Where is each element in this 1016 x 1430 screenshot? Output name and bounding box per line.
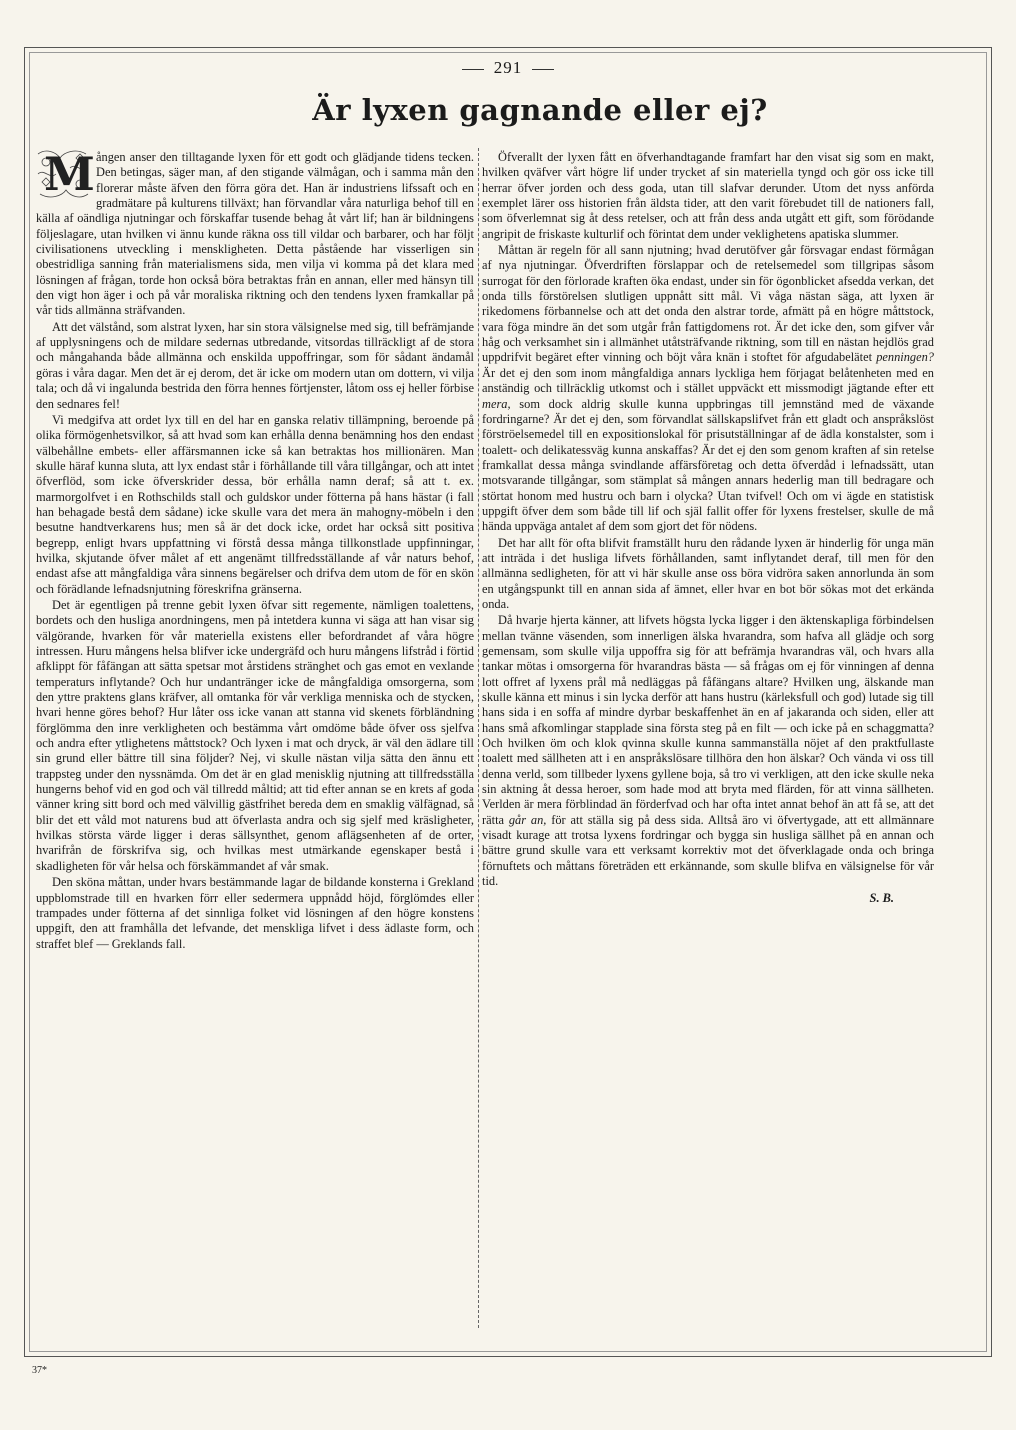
paragraph-6: Öfverallt der lyxen fått en öfverhandtagande framfart har den visat sig som en makt, hvilken qväfver vårt högre lif under trycket af sin materiella tyngd och gör oss icke till herrar öfver jorden och dess goda, utan till slafvar derunder. Utom det nyss anförda exemplet lärer oss historien från äldsta tider, att den varit förebudet till de nationers fall, som öfverlemnat sig åt dess retelser, och att från dess anda utgått ett gift, som förödande angripit de friskaste kulturlif och förintat dem under veklighetens apatiska slummer.: [482, 150, 934, 241]
page-number-dash-left: [462, 69, 484, 70]
paragraph-9: [482, 613, 934, 889]
paragraph-1: [36, 147, 474, 319]
paragraph-5: Den sköna måttan, under hvars bestämmande lagar de bildande konsterna i Grekland uppblomstrade till en hvarken förr eller sedermera uppnådd höjd, förglömdes eller trampades under fötterna af det sinnliga folket vid lösningen af den högre konstens uppgift, den att framhålla det lefvande, det menskliga lifvet i dess ädlaste form, och straffet blef — Greklands fall.: [36, 875, 474, 951]
page-number-dash-right: [532, 69, 554, 70]
emphasis-mera: mera,: [482, 396, 511, 411]
paragraph-9-text-b: för att ställa sig på dess sida. Alltså äro vi öfvertygade, att ett allmännare visadt kurage att trotsa lyxens fordringar och bygga sin husliga sällhet på en annan och bättre grund skulle vara ett verksamt korrektiv mot det öfverklagade onda och bringa förnuftets och måttans företräden ett erkännande, som skulle blifva en välsignelse för vår tid.: [482, 812, 934, 889]
author-signature: S. B.: [869, 890, 894, 905]
paragraph-7-text-b: Är det ej den som inom mångfaldiga annars lyckliga hem förjagat belåtenheten med en anständig och tillräcklig utkomst och i stället uppväckt ett missmodigt jägtande efter ett: [482, 365, 934, 396]
emphasis-penningen: penningen?: [876, 350, 934, 365]
paragraph-3: Vi medgifva att ordet lyx till en del har en ganska relativ tillämpning, beroende på olika förmögenhetsvilkor, så att hvad som kan erhålla denna benämning hos den endast välbehållne embets- eller affärsmannen icke så kan betraktas hos millionären. Man skulle häraf kunna sluta, att lyx endast står i förhållande till våra tillgångar, och att intet öfverflöd, som icke öfverskrider dessa, bör erhålla namn deraf; så att t. ex. marmorgolfvet i en Rothschilds stall och guldskor under fötterna på hans hästar (i fall han behagade bestå dem sådane) icke skulle vara det mera än mahogny-möbeln i den besutne handtverkarens hus; men så är det dock icke, ordet har också sitt positiva begrepp, enligt hvars uppfattning vi förstå dessa många tillkonstlade uppfinningar, hvilka, skjutande öfver målet af ett angenämt tillfredsställande af vår naturs behof, endast afse att mångfaldiga våra sinnens begärelser och drifva dem utom de för en skön och förädlande lefnadsnjutning föreskrifna gränserna.: [36, 412, 474, 596]
article-title: Är lyxen gagnande eller ej?: [312, 93, 768, 127]
emphasis-gar-an: går an,: [508, 812, 547, 827]
left-column: [36, 147, 474, 952]
paragraph-9-text-a: Då hvarje hjerta känner, att lifvets högsta lycka ligger i den äktenskapliga förbindelsen mellan tvänne väsenden, som innerligen älska hvarandra, som hafva all glädje och sorg gemensam, som skulle vilja uppoffra sig för att befrämja hvarandras väl, och hvars alla tankar mötas i omsorgerna för hvarandras bästa — så frågas om ej för vinningen af denna lott offret af lyxens prål må nedläggas på fåfängans altare? Hvilken ung, älskande man skulle känna ett minus i sin lycka derför att hans hustru (kärleksfull och god) lutade sig till hans sida i en soffa af mindre dyrbar beskaffenhet än en af jakaranda och siden, eller att hans små afkomlingar stapplade sina första steg på en filt — och icke på en schaggmatta? Och hvilken öm och klok qvinna skulle kunna sammanställa nöjet af den praktfullaste toalett med sällheten att i en anspråkslösare tillhöra den hon älskar? Och vända vi oss till denna verld, som tillbeder lyxens gyllene boja, så tro vi verkligen, att den icke skulle neka sin aktning åt dessa heroer, som hade mod att bryta med flärden, för att vinna sällheten. Verlden är mera förblindad än förderfvad och har ofta intet annat behof än att få se, att det rätta: [482, 613, 934, 827]
paragraph-7: [482, 243, 934, 535]
page-number-text: 291: [493, 58, 523, 77]
page-number: [0, 58, 1016, 78]
paragraph-7-text-a: Måttan är regeln för all sann njutning; hvad derutöfver går försvagar endast förmågan af nya njutningar. Öfverdriften förslappar och de retelsemedel som tillgripas såsom surrogat för den förlorade kraften öka endast, under sin för ögonblicket afsedda verkan, det onda tills förstörelsen slutligen uppnått sitt mål. Vi våga nästan säga, att lyxen är rikedomens förbannelse och att det onda den alstrar torde, afmätt på en högre måttstock, vara föga mindre än det som utgår från fattigdomens rot. Är det icke den, som gifver vår håg och verksamhet sin i allmänhet utåtsträfvande riktning, som till en nästan hejdlös grad uppdrifvit begäret efter vinning och böjt våra knän i stoftet för afgudabelätet: [482, 243, 934, 365]
paragraph-1-text: ången anser den tilltagande lyxen för ett godt och glädjande tidens tecken. Den betingas, säger man, af den stigande välmågan, och i samma mån den florerar måste äfven den förra göra det. Han är industriens lifssaft och en gradmätare på kulturens tillväxt; han förvandlar våra naturliga behof till en källa af oändliga njutningar och förskaffar tusende behag åt vårt lif; han är bildningens följeslagare, utan hvilken vi ännu kunde räkna oss till vildar och barbarer, och har följt civilisationens utveckling i menskligheten. Detta påstående har visserligen sin obestridliga sanning från materialismens sida, men vilja vi komma på det klara med lösningen af frågan, torde hon också böra betraktas från en annan, eller med hänsyn till den vigt hon äger i och på vår moraliska riktning och den tendens lyxen framkallar på vår tids allmänna sträfvanden.: [36, 150, 474, 318]
right-column: [482, 150, 934, 906]
paragraph-7-text-c: som dock aldrig skulle kunna uppbringas till jemnständ med de växande fordringarne? Är det ej den, som förvandlat sällskapslifvet från ett gladt och anspråkslöst förströelsemedel till en expositionslokal för prisutställningar af de ädla konstalster, som i toalett- och delikatessväg kunna anskaffas? Är det ej den som genom kraften af sin retelse framkallat dessa många svindlande affärsföretag och detta öfverdåd i lefnadssätt, utan motsvarande tillgångar, som stämplat så mången annars hederlig man till bedragare och störtat honom med hustru och barn i olycka? Utan tvifvel! Och om vi ägde en statistisk uppgift öfver dem som både till lif och själ fallit offer för lyxens frestelser, skulle de må hända uppväga antalet af dem som gjort det för nödens.: [482, 396, 934, 534]
dropcap-letter: M: [44, 147, 95, 201]
column-divider: [478, 148, 479, 1328]
paragraph-4: Det är egentligen på trenne gebit lyxen öfvar sitt regemente, nämligen toalettens, bordets och den husliga anordningens, men på intetdera kunna vi säga att han visar sig välgörande, hvarken för vår materiella existens eller befordrandet af våra högre intressen. Huru mångens helsa blifver icke undergräfd och huru mångens lifstråd i förtid afklippt för fåfängan att sätta spetsar mot årstidens stränghet och gas emot en vexlande temperaturs inflytande? Och hur undantränger icke de mångfaldiga omsorgerna, som den yttre praktens glans kräfver, all omtanka för vår verkliga menniska och de stycken, hvari henne göres behof? Hur låter oss icke vanan att stanna vid skenets förbländning förglömma den inre verkligheten och bestämma vårt omdöme både öfver oss sjelfva och andra efter ytlighetens måttstock? Och lyxen i mat och dryck, är väl den ädlare till sin grund eller bättre till sina följder? Nej, vi skulle nästan vilja sätta den ännu ett trappsteg under den nyssnämda. Om det är en glad menisklig njutning att tillfredsställa hungerns behof vid en god och väl tillredd måltid; att tid efter annan se en krets af goda vänner kring sitt bord och med välvillig gästfrihet bereda dem en smaklig välfägnad, så blir det ett våld mot naturens bud att öfverlasta andra och sig sjelf med kräsligheter, hvilkas största värde ligger i deras sällsynthet, genom aflägsenheten af de orter, hvarifrån de förskrifva sig, och hvilkas mest utmärkande egenskaper bestå i skadligheten för vår helsa och förskämmandet af vår smak.: [36, 597, 474, 873]
signature-mark: 37*: [32, 1365, 47, 1376]
paragraph-8: Det har allt för ofta blifvit framställt huru den rådande lyxen är hinderlig för unga män att inträda i det husliga lifvets förhållanden, samt inflytandet deraf, till men för den allmänna sedligheten, för att vi här skulle anse oss böra vidröra saken annorlunda än som en utgångspunkt till en annan sida af ämnet, eller hvar en bot bör sökas mot det erkända onda.: [482, 535, 934, 611]
ornamental-dropcap: [36, 147, 95, 201]
paragraph-2: Att det välstånd, som alstrat lyxen, har sin stora välsignelse med sig, till befrämjande af upplysningens och de mildare sedernas utbredande, vitsordas tillräckligt af de stora och mångahanda både allmänna och enskilda uppoffringar, som för sådant ändamål göras i våra dagar. Men det är ej derom, det är icke om modern utan om dottern, vi vilja tala; och då vi ingalunda bestrida den förra hennes förtjenster, låtom oss ej heller förbise den sednares fel!: [36, 319, 474, 411]
